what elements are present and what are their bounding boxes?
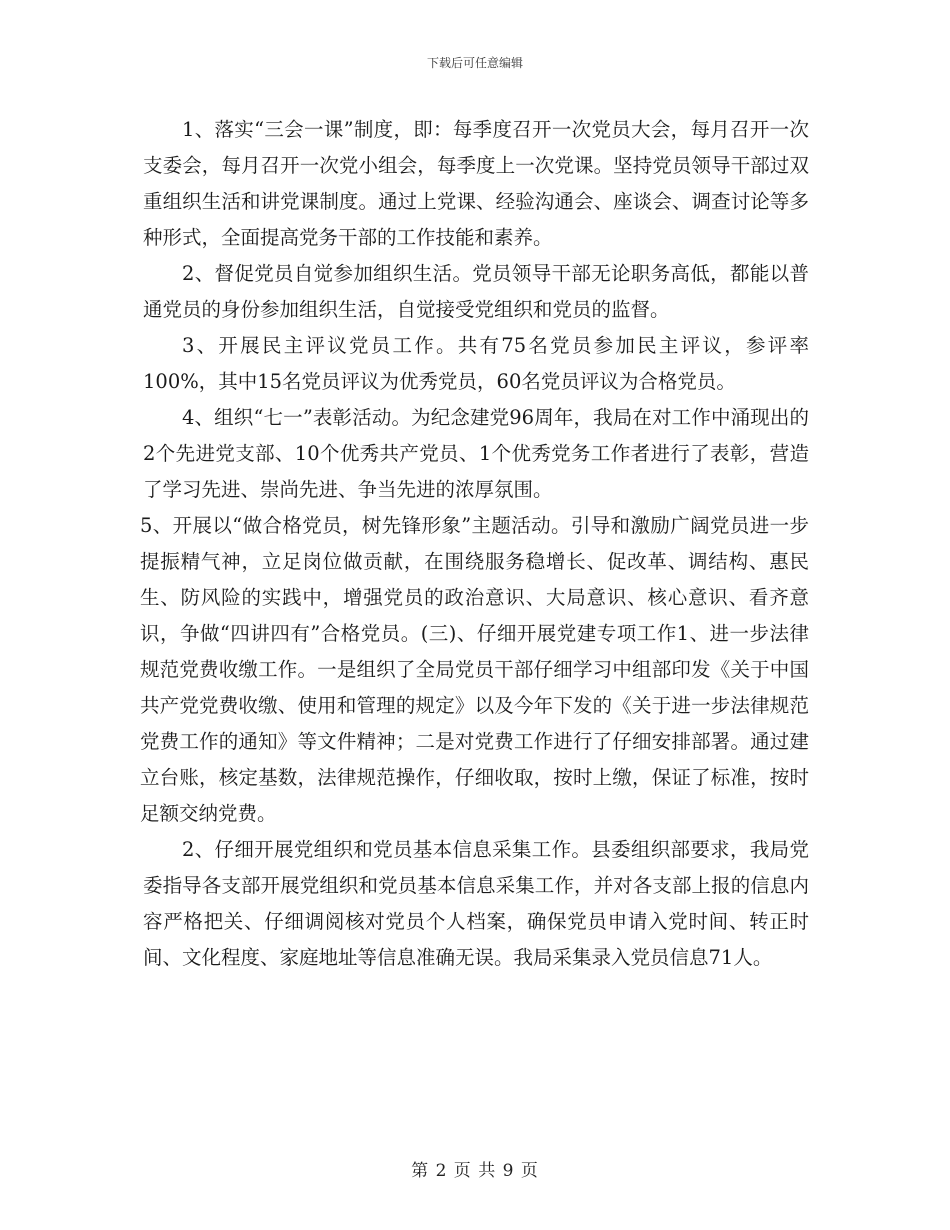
paragraph-1: 1、落实“三会一课”制度，即：每季度召开一次党员大会，每月召开一次支委会，每月召开一次党小组会，每季度上一次党课。坚持党员领导干部过双重组织生活和讲党课制度。通过上党课、经验沟通会、座谈会、调查讨论等多种形式，全面提高党务干部的工作技能和素养。: [143, 118, 809, 249]
page-number: 第 2 页 共 9 页: [411, 1161, 539, 1181]
paragraph-4: 4、组织“七一”表彰活动。为纪念建党96周年，我局在对工作中涌现出的2个先进党支部、10个优秀共产党员、1个优秀党务工作者进行了表彰，营造了学习先进、崇尚先进、争当先进的浓厚氛围。: [143, 406, 809, 501]
paragraph-5: 5、开展以“做合格党员，树先锋形象”主题活动。引导和激励广阔党员进一步提振精气神，立足岗位做贡献，在围绕服务稳增长、促改革、调结构、惠民生、防风险的实践中，增强党员的政治意识、大局意识、核心意识、看齐意识，争做“四讲四有”合格党员。(三)、仔细开展党建专项工作1、进一步法律规范党费收缴工作。一是组织了全局党员干部仔细学习中组部印发《关于中国共产党党费收缴、使用和管理的规定》以及今年下发的《关于进一步法律规范党费工作的通知》等文件精神；二是对党费工作进行了仔细安排部署。通过建立台账，核定基数，法律规范操作，仔细收取，按时上缴，保证了标准，按时足额交纳党费。: [140, 514, 809, 825]
paragraph-6: 2、仔细开展党组织和党员基本信息采集工作。县委组织部要求，我局党委指导各支部开展党组织和党员基本信息采集工作，并对各支部上报的信息内容严格把关、仔细调阅核对党员个人档案，确保党员申请入党时间、转正时间、文化程度、家庭地址等信息准确无误。我局采集录入党员信息71人。: [143, 838, 809, 969]
paragraph-3: 3、开展民主评议党员工作。共有75名党员参加民主评议，参评率100%，其中15名党员评议为优秀党员，60名党员评议为合格党员。: [143, 334, 809, 393]
page-header-note: 下载后可任意编辑: [426, 56, 523, 70]
paragraph-2: 2、督促党员自觉参加组织生活。党员领导干部无论职务高低，都能以普通党员的身份参加组织生活，自觉接受党组织和党员的监督。: [143, 262, 809, 321]
document-body: [140, 112, 809, 976]
